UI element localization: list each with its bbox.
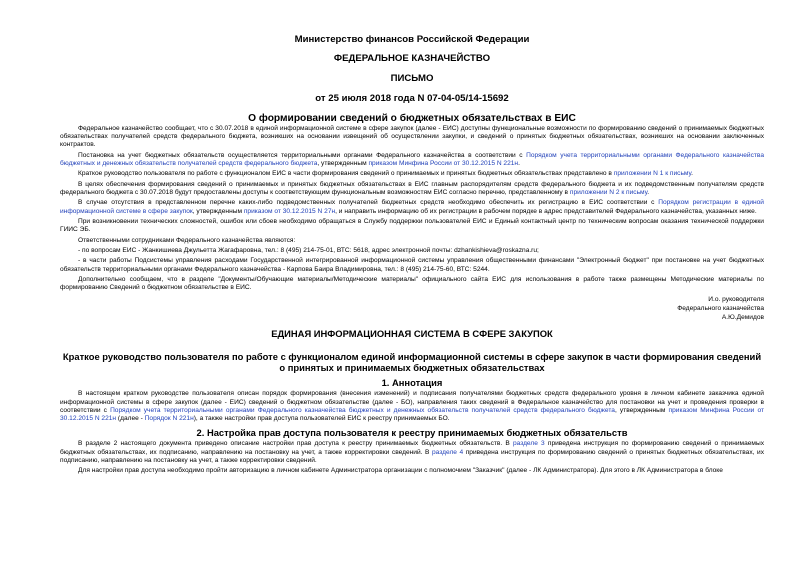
link-poryadok-221n[interactable]: Порядок N 221н [144, 414, 194, 422]
link-order-221n[interactable]: приказом Минфина России от 30.12.2015 N 221н [368, 160, 519, 167]
paragraph-5: В случае отсутствия в представленном перечне каких-либо подведомственных получателей бюджетных средств необходимо обеспечить их регистрацию в ЕИС соответствии с Порядком регистрации в единой информационной системе в сфере закупок, утвержденным приказом от 30.12.2015 N 27н, и направить информацию об их регистрации в рабочем порядке в адрес представителей Федерального казначейства, указанных ниже. [60, 199, 764, 215]
link-registration-order[interactable]: Порядком регистрации в единой информационной системе в сфере закупок [60, 199, 764, 215]
appendix-title: ЕДИНАЯ ИНФОРМАЦИОННАЯ СИСТЕМА В СФЕРЕ ЗАКУПОК [271, 328, 553, 340]
paragraph-2: Постановка на учет бюджетных обязательств осуществляется территориальными органами Федерального казначейства в соответствии с Порядком учета территориальными органами Федерального казначейства бюджетных и денежных обязательств получателей средств федерального бюджета, утвержденным приказом Минфина России от 30.12.2015 N 221н. [60, 151, 764, 167]
link-appendix-1[interactable]: приложении N 1 к письму [613, 170, 692, 178]
section-2-paragraph-1: В разделе 2 настоящего документа приведено описание настройки прав доступа к реестру принимаемых бюджетных обязательств. В разделе 3 приведена инструкция по формированию сведений о принимаемых бюджетных обязательствах, их подписанию, направлению на постановку на учет, а также корректировки сведений. В разделе 4 приведена инструкция по формированию сведений о принятых бюджетных обязательствах, их подписанию, направлению на постановку на учет, а также корректировки сведений. [60, 440, 764, 464]
signature-position: И.о. руководителя [708, 296, 764, 304]
agency-heading: ФЕДЕРАЛЬНОЕ КАЗНАЧЕЙСТВО [333, 53, 491, 64]
section-2-title: 2. Настройка прав доступа пользователя к реестру принимаемых бюджетных обязательств [196, 427, 628, 439]
section-1-title: 1. Аннотация [381, 377, 443, 389]
link-appendix-2[interactable]: приложении N 2 к письму [569, 188, 648, 196]
paragraph-7: Ответственными сотрудниками Федерального казначейства являются: [78, 236, 296, 244]
link-appendix-order-221n[interactable]: приказом Минфина России от 30.12.2015 N 221н [60, 406, 764, 422]
link-order-27n[interactable]: приказом от 30.12.2015 N 27н [243, 207, 336, 215]
section-2-paragraph-2: Для настройки прав доступа необходимо пройти авторизацию в личном кабинете Администратора организации с полномочием "Заказчик" (далее - ЛК Администратора). Для этого в ЛК Администратора в блоке [78, 467, 723, 475]
appendix-subtitle: Краткое руководство пользователя по работе с функционалом единой информационной системы в сфере закупок в части формирования сведений о принятых и принимаемых бюджетных обязательствах [62, 351, 762, 374]
paragraph-6: При возникновении технических сложностей, ошибок или сбоев необходимо обращаться в Службу поддержки пользователей ЕИС и Единый контактный центр по техническим вопросам оказания технической поддержки ГИИС ЭБ. [60, 217, 764, 234]
link-appendix-order-accounting[interactable]: Порядком учета территориальными органами Федерального казначейства бюджетных и денежных обязательств получателей средств федерального бюджета [110, 406, 615, 414]
paragraph-9: - в части работы Подсистемы управления расходами Государственной интегрированной информационной системы управления общественными финансами "Электронный бюджет" при постановке на учет бюджетных обязательств территориальными органами Федерального казначейства - Карпова Баира Владимировна, тел.: 8 (495) 214-75-60, ВТС: 5244. [60, 257, 764, 273]
subject-heading: О формировании сведений о бюджетных обязательствах в ЕИС [248, 113, 576, 124]
signature-org: Федерального казначейства [677, 304, 764, 312]
doc-date-heading: от 25 июля 2018 года N 07-04-05/14-15692 [315, 93, 509, 104]
signature-name: А.Ю.Демидов [721, 313, 764, 321]
paragraph-3: Краткое руководство пользователя по работе с функционалом ЕИС в части формирования сведений о принимаемых и принятых бюджетных обязательствах представлено в приложении N 1 к письму. [78, 170, 693, 178]
ministry-heading: Министерство финансов Российской Федерации [294, 34, 530, 45]
link-section-4[interactable]: разделе 4 [432, 448, 464, 456]
doc-type-heading: ПИСЬМО [390, 73, 434, 84]
link-section-3[interactable]: разделе 3 [512, 440, 545, 448]
paragraph-4: В целях обеспечения формирования сведений о принимаемых и принятых бюджетных обязательствах в ЕИС главным распорядителям средств федерального бюджета и их подведомственным получателям средств федерального бюджета с 30.07.2018 будут предоставлены доступы к соответствующим функциональным возможностям ЕИС согласно перечню, представленному в приложении N 2 к письму. [60, 180, 764, 196]
paragraph-8: - по вопросам ЕИС - Жанкишиева Джульетта Жагафаровна, тел.: 8 (495) 214-75-01, ВТС: 5618, адрес электронной почты: dzhankishieva@roskazna.ru; [78, 246, 539, 254]
paragraph-10: Дополнительно сообщаем, что в разделе "Документы/Обучающие материалы/Методические материалы" официального сайта ЕИС для использования в работе также размещены Методические материалы по формированию Сведений о бюджетном обязательстве в ЕИС. [60, 275, 764, 292]
section-1-paragraph: В настоящем кратком руководстве пользователя описан порядок формирования (внесения изменений) и подписания получателями бюджетных средств федерального уровня в личном кабинете заказчика единой информационной системы в сфере закупок (далее - ЕИС) сведений о бюджетном обязательстве (далее - БО), направления таких сведений в Федеральное казначейство для постановки на учет и проведения проверки в соответствии с Порядком учета территориальными органами Федерального казначейства бюджетных и денежных обязательств получателей средств федерального бюджета, утвержденным приказом Минфина России от 30.12.2015 N 221н (далее - Порядок N 221н), а также настройки прав доступа пользователей ЕИС к реестру принимаемых БО. [60, 390, 764, 422]
link-order-accounting[interactable]: Порядком учета территориальными органами Федерального казначейства бюджетных и денежных обязательств получателей средств федерального бюджета [60, 151, 764, 167]
paragraph-1: Федеральное казначейство сообщает, что с 30.07.2018 в единой информационной системе в сфере закупок (далее - ЕИС) доступны функциональные возможности по формированию сведений о принимаемых бюджетных обязательствах получателей средств федерального бюджета, возникших на основании извещений об осуществлении закупки, и сведений о принятых бюджетных обязательствах, возникших на основании заключенных контрактов. [60, 125, 764, 149]
